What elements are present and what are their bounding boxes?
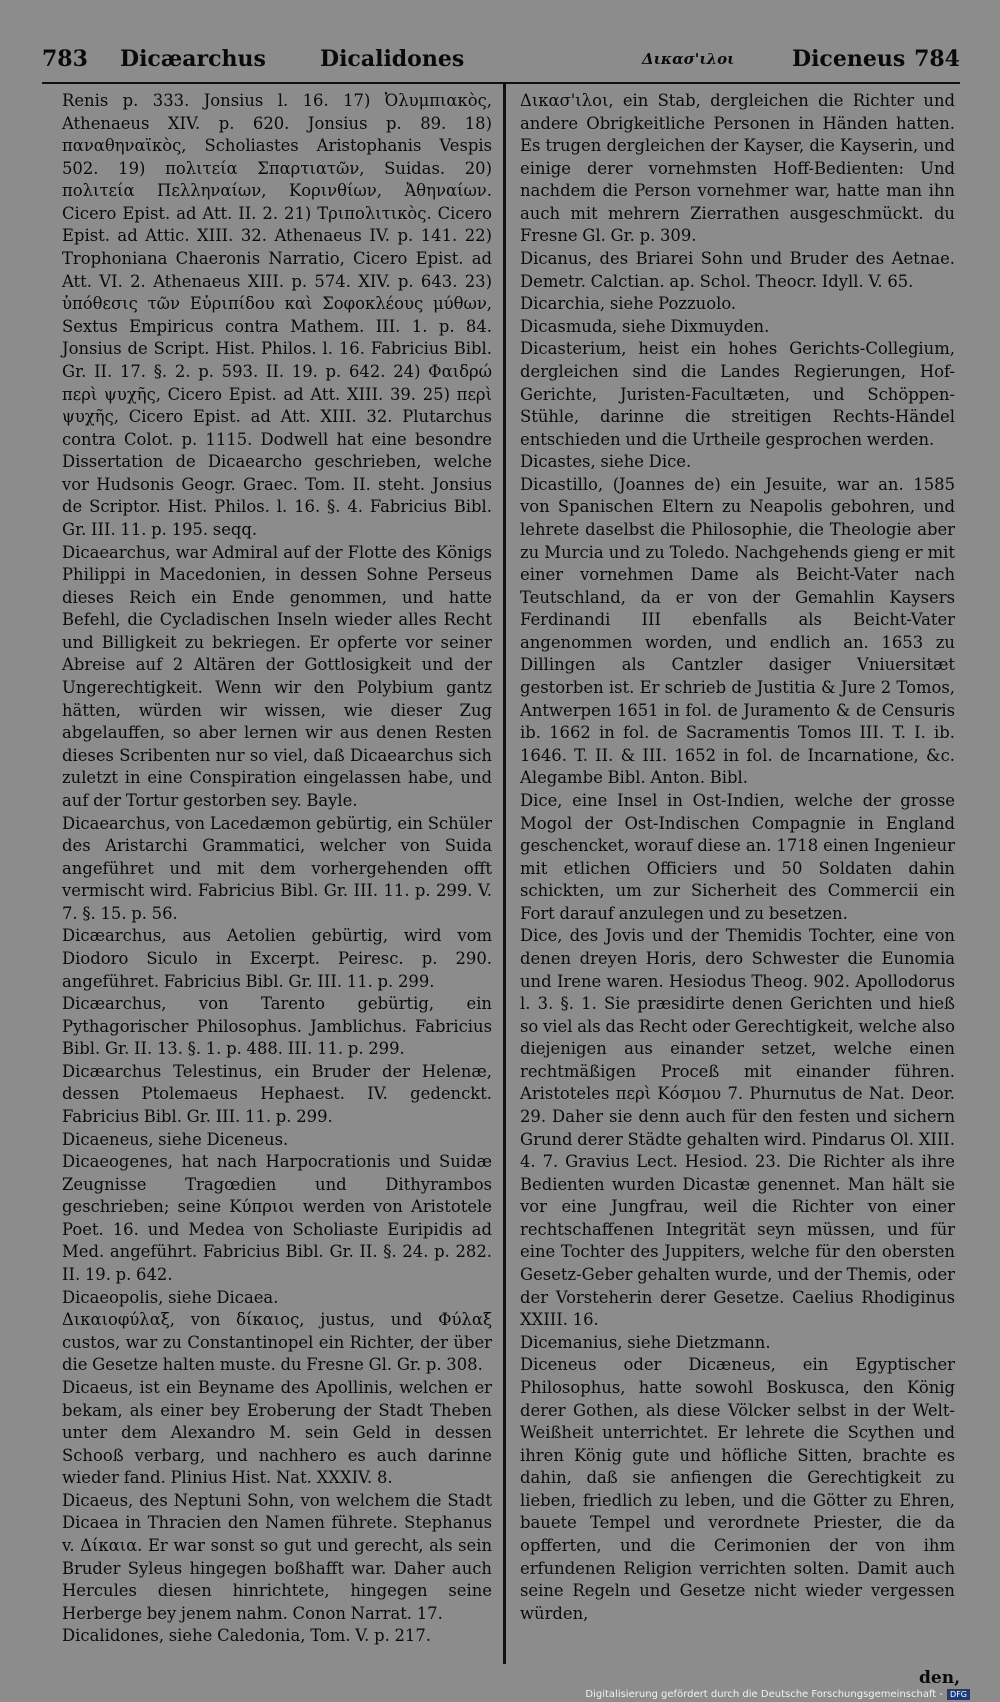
entry-paragraph: Dicastes, siehe Dice. xyxy=(520,452,692,472)
right-column xyxy=(520,90,955,1625)
entry-paragraph: Dicaearchus, war Admiral auf der Flotte des Königs Philippi in Macedonien, in dessen Sohne Perseus dieses Reich ein Ende genommen, und hatte Befehl, die Cycladischen Inseln wieder alles Recht und Billigkeit zu bekriegen. Er opferte vor seiner Abreise auf 2 Altären der Gottlosigkeit und der Ungerechtigkeit. Wenn wir den Polybium gantz hätten, würden wir wissen, wie dieser Zug abgelauffen, so aber lernen wir aus denen Resten dieses Scribenten nur so viel, daß Dicaearchus sich zuletzt in eine Conspiration eingelassen habe, und auf der Tortur gestorben sey. Bayle. xyxy=(62,542,492,810)
dfg-logo: DFG xyxy=(947,1689,970,1700)
column-divider xyxy=(503,84,506,1664)
header-rule xyxy=(42,82,960,84)
entry-paragraph: Dice, eine Insel in Ost-Indien, welche der grosse Mogol der Ost-Indischen Compagnie in England geschencket, worauf diese an. 1718 einen Ingenieur mit etlichen Officiers und 50 Soldaten dahin schickten, um zur Sicherheit des Commercii ein Fort darauf anzulegen und zu besetzen. xyxy=(520,790,955,923)
entry-paragraph: Dicemanius, siehe Dietzmann. xyxy=(520,1332,771,1352)
left-column xyxy=(62,90,492,1648)
entry-paragraph: Dicæarchus, von Tarento gebürtig, ein Pythagorischer Philosophus. Jamblichus. Fabricius Bibl. Gr. II. 13. §. 1. p. 488. III. 11. p. 299. xyxy=(62,994,492,1059)
footer-text: Digitalisierung gefördert durch die Deutsche Forschungsgemeinschaft - xyxy=(585,1689,944,1700)
entry-paragraph: Dicaeogenes, hat nach Harpocrationis und Suidæ Zeugnisse Tragœdien und Dithyrambos geschrieben; seine Κύπριοι werden von Aristotele Poet. 16. und Medea von Scholiaste Euripidis ad Med. angeführt. Fabricius Bibl. Gr. II. §. 24. p. 282. II. 19. p. 642. xyxy=(62,1152,492,1285)
entry-paragraph: Dicasterium, heist ein hohes Gerichts-Collegium, dergleichen sind die Landes Regierungen, Hof-Gerichte, Juristen-Facultæten, und Schöppen-Stühle, darinne die streitigen Rechts-Händel entschieden und die Urtheile gesprochen werden. xyxy=(520,339,955,449)
running-head-left-2: Dicalidones xyxy=(320,46,465,72)
entry-paragraph: Dicalidones, siehe Caledonia, Tom. V. p. 217. xyxy=(62,1626,431,1646)
page-number-left: 783 xyxy=(42,46,88,72)
digitization-footer xyxy=(0,1688,1000,1702)
entry-paragraph: Dicasmuda, siehe Dixmuyden. xyxy=(520,316,770,336)
entry-paragraph: Dicæarchus Telestinus, ein Bruder der Helenæ, dessen Ptolemaeus Hephaest. IV. gedenckt. Fabricius Bibl. Gr. III. 11. p. 299. xyxy=(62,1061,492,1127)
entry-paragraph: Δικασ'ιλοι, ein Stab, dergleichen die Richter und andere Obrigkeitliche Personen in Händen hatten. Es trugen dergleichen der Kayser, die Kayserin, und einige derer vornehmsten Hoff-Bedienten: Und nachdem die Person vornehmer war, hatte man ihn auch mit mehrern Zierrathen ausgeschmückt. du Fresne Gl. Gr. p. 309. xyxy=(520,91,955,246)
entry-paragraph: Dicaearchus, von Lacedæmon gebürtig, ein Schüler des Aristarchi Grammatici, welcher von Suida angeführet und mit dem vorhergehenden offt vermischt wird. Fabricius Bibl. Gr. III. 11. p. 299. V. 7. §. 15. p. 56. xyxy=(62,813,492,923)
entry-paragraph: Δικαιοφύλαξ, von δίκαιος, justus, und Φύλαξ custos, war zu Constantinopel ein Richter, der über die Gesetze halten muste. du Fresne Gl. Gr. p. 308. xyxy=(62,1310,492,1375)
page-number-right: 784 xyxy=(914,46,960,72)
entry-paragraph: Dicastillo, (Joannes de) ein Jesuite, war an. 1585 von Spanischen Eltern zu Neapolis gebohren, und lehrete daselbst die Philosophie, die Theologie aber zu Murcia und zu Toledo. Nachgehends gieng er mit einer vornehmen Dame als Beicht-Vater nach Teutschland, da er von der Gemahlin Kaysers Ferdinandi III ebenfalls als Beicht-Vater angenommen worden, und endlich an. 1653 zu Dillingen als Cantzler dasiger Vniuersitæt gestorben ist. Er schrieb de Justitia & Jure 2 Tomos, Antwerpen 1651 in fol. de Juramento & de Censuris ib. 1662 in fol. de Sacramentis Tomos III. T. I. ib. 1646. T. II. & III. 1652 in fol. de Incarnatione, &c. Alegambe Bibl. Anton. Bibl. xyxy=(520,474,955,788)
entry-paragraph: Dicarchia, siehe Pozzuolo. xyxy=(520,294,737,314)
entry-paragraph: Dicaeus, des Neptuni Sohn, von welchem die Stadt Dicaea in Thracien den Namen führete. Stephanus v. Δίκαια. Er war sonst so gut und gerecht, als sein Bruder Syleus hingegen boßhafft war. Daher auch Hercules diesen hinrichtete, hingegen seine Herberge bey jenem nahm. Conon Narrat. 17. xyxy=(62,1490,492,1623)
entry-paragraph: Renis p. 333. Jonsius l. 16. 17) Ὀλυμπιακὸς, Athenaeus XIV. p. 620. Jonsius p. 89. 18) παναθηναϊκὸς, Scholiastes Aristophanis Vespis 502. 19) πολιτεία Σπαρτιατῶν, Suidas. 20) πολιτεία Πελληναίων, Κορινθίων, Ἀθηναίων. Cicero Epist. ad Att. II. 2. 21) Τριπολιτικὸς. Cicero Epist. ad Attic. XIII. 32. Athenaeus IV. p. 141. 22) Trophoniana Chaeronis Narratio, Cicero Epist. ad Att. VI. 2. Athenaeus XIII. p. 574. XIV. p. 643. 23) ὑπόθεσις τῶν Εὐριπίδου καὶ Σοφοκλέους μύθων, Sextus Empiricus contra Mathem. III. 1. p. 84. Jonsius de Script. Hist. Philos. l. 16. Fabricius Bibl. Gr. II. 17. §. 2. p. 593. II. 19. p. 642. 24) Φαιδρώ περὶ ψυχῆς, Cicero Epist. ad Att. XIII. 39. 25) περὶ ψυχῆς, Cicero Epist. ad Att. XIII. 32. Plutarchus contra Colot. p. 1115. Dodwell hat eine besondre Dissertation de Dicaearcho geschrieben, welche vor Hudsonis Geogr. Graec. Tom. II. steht. Jonsius de Scriptor. Hist. Philos. l. 16. §. 4. Fabricius Bibl. Gr. III. 11. p. 195. seqq. xyxy=(62,91,492,539)
entry-paragraph: Dicæarchus, aus Aetolien gebürtig, wird vom Diodoro Siculo in Excerpt. Peiresc. p. 290. angeführet. Fabricius Bibl. Gr. III. 11. p. 299. xyxy=(62,926,492,991)
entry-paragraph: Diceneus oder Dicæneus, ein Egyptischer Philosophus, hatte sowohl Boskusca, den König derer Gothen, als diese Völcker selbst in der Welt-Weißheit unterrichtet. Er lehrete die Scythen und ihren König gute und höfliche Sitten, brachte es dahin, daß sie anfiengen die Gerechtigkeit zu lieben, friedlich zu leben, und die Götter zu Ehren, bauete Tempel und verordnete Priester, die da opfferten, und die Cerimonien der von ihm erfundenen Religion verrichten solten. Damit auch seine Regeln und Gesetze nicht wieder vergessen würden, xyxy=(520,1355,955,1623)
entry-paragraph: Dice, des Jovis und der Themidis Tochter, eine von denen dreyen Horis, dero Schwester die Eunomia und Irene waren. Hesiodus Theog. 902. Apollodorus l. 3. §. 1. Sie præsidirte denen Gerichten und hieß so viel als das Recht oder Gerechtigkeit, welche also diejenigen aus einander setzet, welche einen rechtmäßigen Proceß mit einander führen. Aristoteles περὶ Κόσμου 7. Phurnutus de Nat. Deor. 29. Daher sie denn auch für den festen und sichern Grund derer Städte gehalten wird. Pindarus Ol. XIII. 4. 7. Gravius Lect. Hesiod. 23. Die Richter als ihre Bedienten wurden Dicastæ genennet. Man hält sie vor eine Jungfrau, weil die Richter von einer rechtschaffenen Integrität seyn müssen, und für eine Tochter des Juppiters, welche für den obersten Gesetz-Geber gehalten wurde, und der Themis, oder der Vorsteherin derer Gesetze. Caelius Rhodiginus XXIII. 16. xyxy=(520,926,955,1330)
running-head-right-2: Diceneus xyxy=(792,46,906,72)
entry-paragraph: Dicaeus, ist ein Beyname des Apollinis, welchen er bekam, als einer bey Eroberung der Stadt Theben unter dem Alexandro M. sein Geld in dessen Schooß verbarg, und nachhero es auch darinne wieder fand. Plinius Hist. Nat. XXXIV. 8. xyxy=(62,1377,492,1488)
running-head-left-1: Dicæarchus xyxy=(120,46,266,72)
page-header xyxy=(42,46,960,80)
running-head-right-1: Δικασ'ιλοι xyxy=(642,50,735,68)
entry-paragraph: Dicanus, des Briarei Sohn und Bruder des Aetnae. Demetr. Calctian. ap. Schol. Theocr. Idyll. V. 65. xyxy=(520,249,955,291)
catchword: den, xyxy=(919,1668,960,1688)
entry-paragraph: Dicaeopolis, siehe Dicaea. xyxy=(62,1287,279,1307)
entry-paragraph: Dicaeneus, siehe Diceneus. xyxy=(62,1129,289,1149)
